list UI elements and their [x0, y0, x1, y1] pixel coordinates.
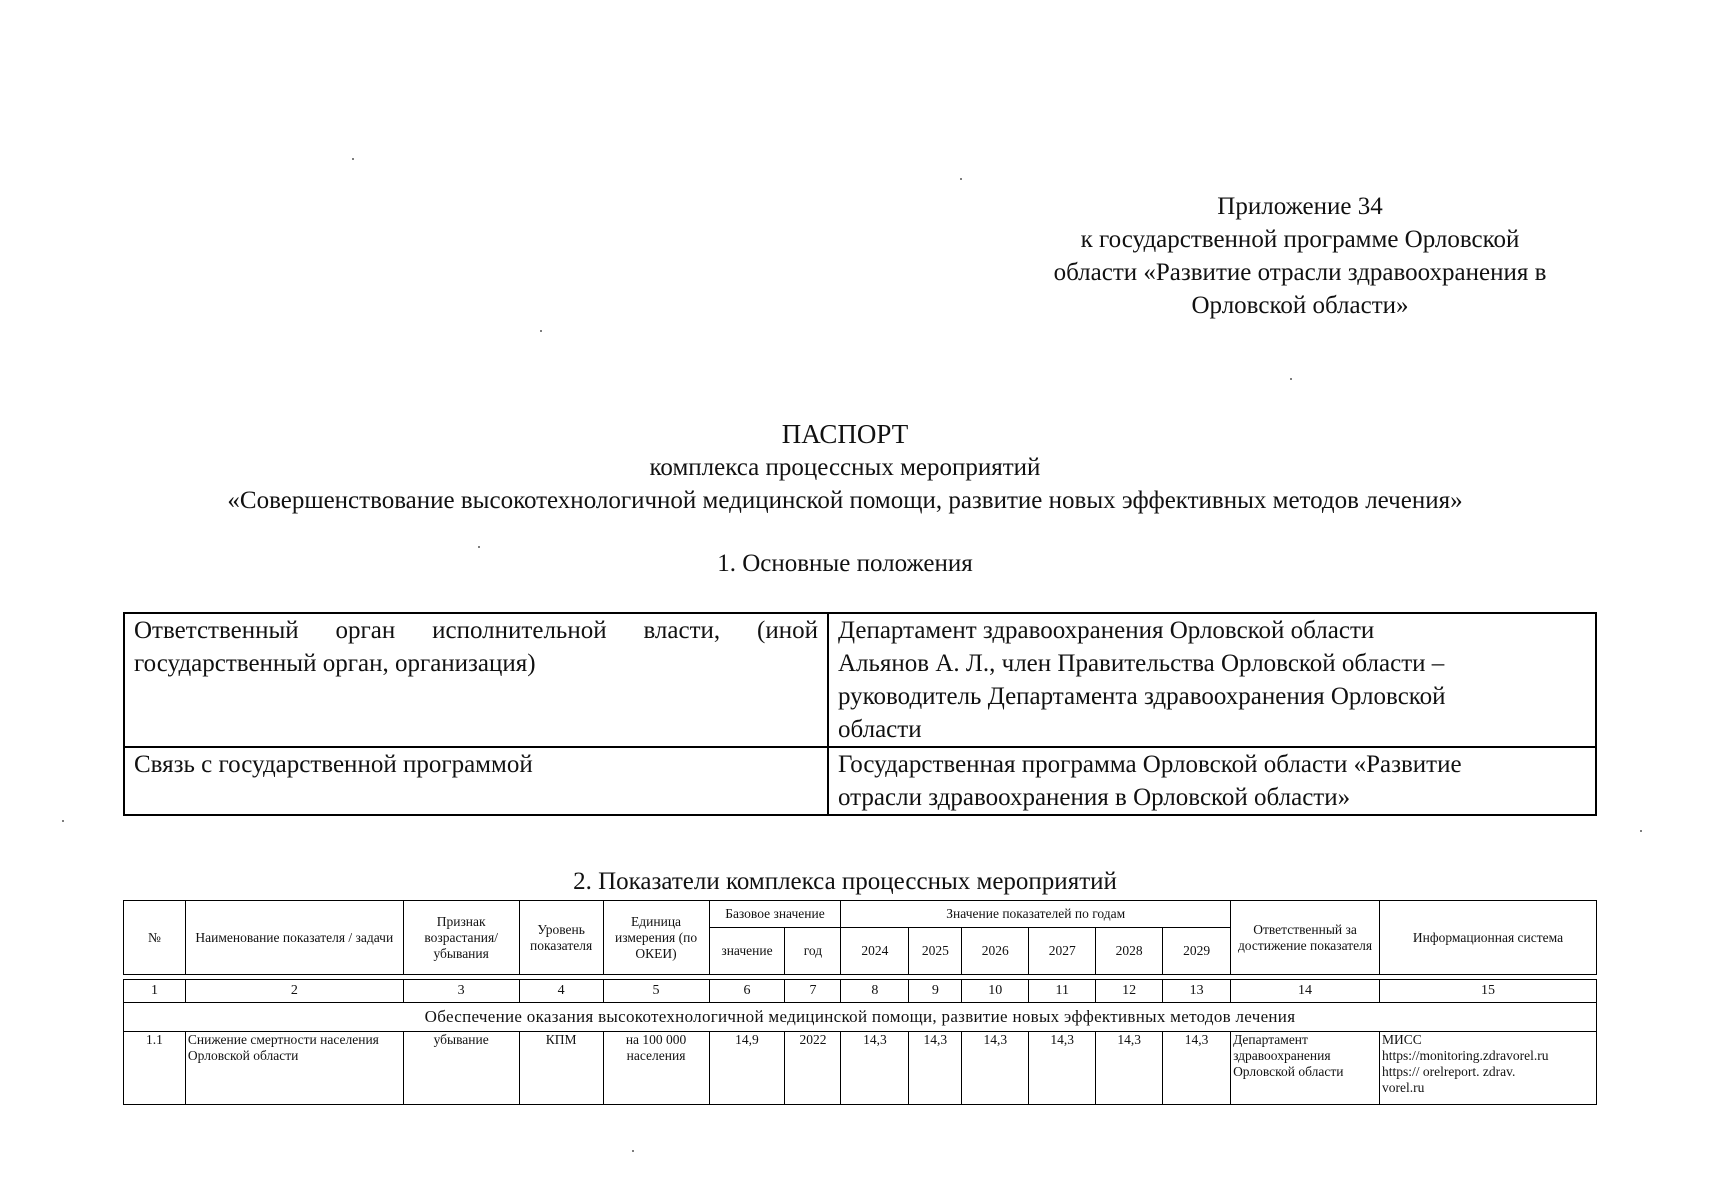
- header-years-group: Значение показателей по годам: [841, 901, 1231, 928]
- section-2-title: 2. Показатели комплекса процессных мероприятий: [573, 868, 1117, 895]
- header-year: 2026: [962, 928, 1029, 975]
- scan-speck: [540, 330, 542, 332]
- main-provisions-table: [123, 612, 1597, 816]
- header-level: Уровень показателя: [519, 901, 603, 975]
- section-1-title: 1. Основные положения: [717, 550, 973, 577]
- header-no: №: [124, 901, 186, 975]
- provision-value-line: области: [838, 716, 922, 743]
- provision-value-line: Государственная программа Орловской области «Развитие: [838, 751, 1462, 778]
- column-number: 14: [1231, 980, 1380, 1003]
- row-responsible: Департамент здравоохранения Орловской области: [1231, 1032, 1380, 1105]
- provision-label: Ответственный орган исполнительной власти, (иной государственный орган, организация): [124, 613, 828, 747]
- system-line: vorel.ru: [1381, 1080, 1425, 1095]
- group-row: [124, 1003, 1597, 1032]
- column-number: 4: [519, 980, 603, 1003]
- title-name: «Совершенствование высокотехнологичной медицинской помощи, развитие новых эффективных методов лечения»: [227, 487, 1463, 514]
- appendix-line-3: области «Развитие отрасли здравоохранения в: [1053, 259, 1547, 286]
- column-number: 10: [962, 980, 1029, 1003]
- header-unit: Единица измерения (по ОКЕИ): [603, 901, 709, 975]
- column-number: 13: [1163, 980, 1231, 1003]
- provision-label: Связь с государственной программой: [124, 747, 828, 815]
- header-base: Базовое значение: [709, 901, 841, 928]
- column-number: 3: [403, 980, 519, 1003]
- scan-speck: [352, 158, 354, 160]
- column-number: 6: [709, 980, 785, 1003]
- title-heading: ПАСПОРТ: [781, 419, 909, 449]
- provision-value-line: руководитель Департамента здравоохранения Орловской: [838, 683, 1446, 710]
- column-number: 2: [185, 980, 403, 1003]
- scan-speck: [478, 546, 480, 548]
- document-title: [100, 418, 1590, 517]
- header-base-year: год: [785, 928, 841, 975]
- header-name: Наименование показателя / задачи: [185, 901, 403, 975]
- appendix-line-2: к государственной программе Орловской: [1080, 226, 1520, 253]
- row-system: [1379, 1032, 1596, 1105]
- row-base-value: 14,9: [709, 1032, 785, 1105]
- column-number: 11: [1029, 980, 1096, 1003]
- scan-speck: [1640, 830, 1642, 832]
- header-year: 2024: [841, 928, 909, 975]
- provision-value-line: отрасли здравоохранения в Орловской области»: [838, 784, 1351, 811]
- system-line: https:// orelreport. zdrav.: [1381, 1064, 1516, 1079]
- provision-value-line: Альянов А. Л., член Правительства Орловской области –: [838, 650, 1445, 677]
- row-sign: убывание: [403, 1032, 519, 1105]
- header-row: [124, 901, 1597, 928]
- column-number: 8: [841, 980, 909, 1003]
- table-row: [124, 613, 1596, 747]
- column-number: 12: [1096, 980, 1163, 1003]
- row-unit: на 100 000 населения: [603, 1032, 709, 1105]
- column-number: 9: [909, 980, 962, 1003]
- row-no: 1.1: [124, 1032, 186, 1105]
- indicators-table: [123, 900, 1597, 1105]
- row-value-2025: 14,3: [909, 1032, 962, 1105]
- title-subheading: комплекса процессных мероприятий: [649, 454, 1041, 481]
- scan-speck: [632, 1150, 634, 1152]
- row-value-2026: 14,3: [962, 1032, 1029, 1105]
- table-row: [124, 1032, 1597, 1105]
- column-number: 1: [124, 980, 186, 1003]
- header-sign: Признак возрастания/ убывания: [403, 901, 519, 975]
- provision-value: [828, 747, 1596, 815]
- row-value-2024: 14,3: [841, 1032, 909, 1105]
- system-line: МИСС: [1381, 1032, 1422, 1047]
- column-number: 7: [785, 980, 841, 1003]
- header-base-value: значение: [709, 928, 785, 975]
- scan-speck: [960, 178, 962, 180]
- scan-speck: [62, 820, 64, 822]
- scan-speck: [1290, 378, 1292, 380]
- row-name: Снижение смертности населения Орловской области: [185, 1032, 403, 1105]
- provision-value: [828, 613, 1596, 747]
- row-level: КПМ: [519, 1032, 603, 1105]
- row-value-2027: 14,3: [1029, 1032, 1096, 1105]
- header-year: 2029: [1163, 928, 1231, 975]
- column-number: 5: [603, 980, 709, 1003]
- header-year: 2025: [909, 928, 962, 975]
- column-numbers-row: [124, 980, 1597, 1003]
- row-value-2028: 14,3: [1096, 1032, 1163, 1105]
- column-number: 15: [1379, 980, 1596, 1003]
- appendix-header: [990, 190, 1610, 322]
- row-base-year: 2022: [785, 1032, 841, 1105]
- provision-value-line: Департамент здравоохранения Орловской области: [838, 617, 1375, 644]
- system-line: https://monitoring.zdravorel.ru: [1381, 1048, 1549, 1063]
- appendix-line-1: Приложение 34: [1217, 193, 1383, 220]
- table-row: [124, 747, 1596, 815]
- group-title: Обеспечение оказания высокотехнологичной медицинской помощи, развитие новых эффективных методов лечения: [124, 1003, 1597, 1032]
- header-responsible: Ответственный за достижение показателя: [1231, 901, 1380, 975]
- header-system: Информационная система: [1379, 901, 1596, 975]
- row-value-2029: 14,3: [1163, 1032, 1231, 1105]
- header-year: 2028: [1096, 928, 1163, 975]
- appendix-line-4: Орловской области»: [1191, 292, 1409, 319]
- header-year: 2027: [1029, 928, 1096, 975]
